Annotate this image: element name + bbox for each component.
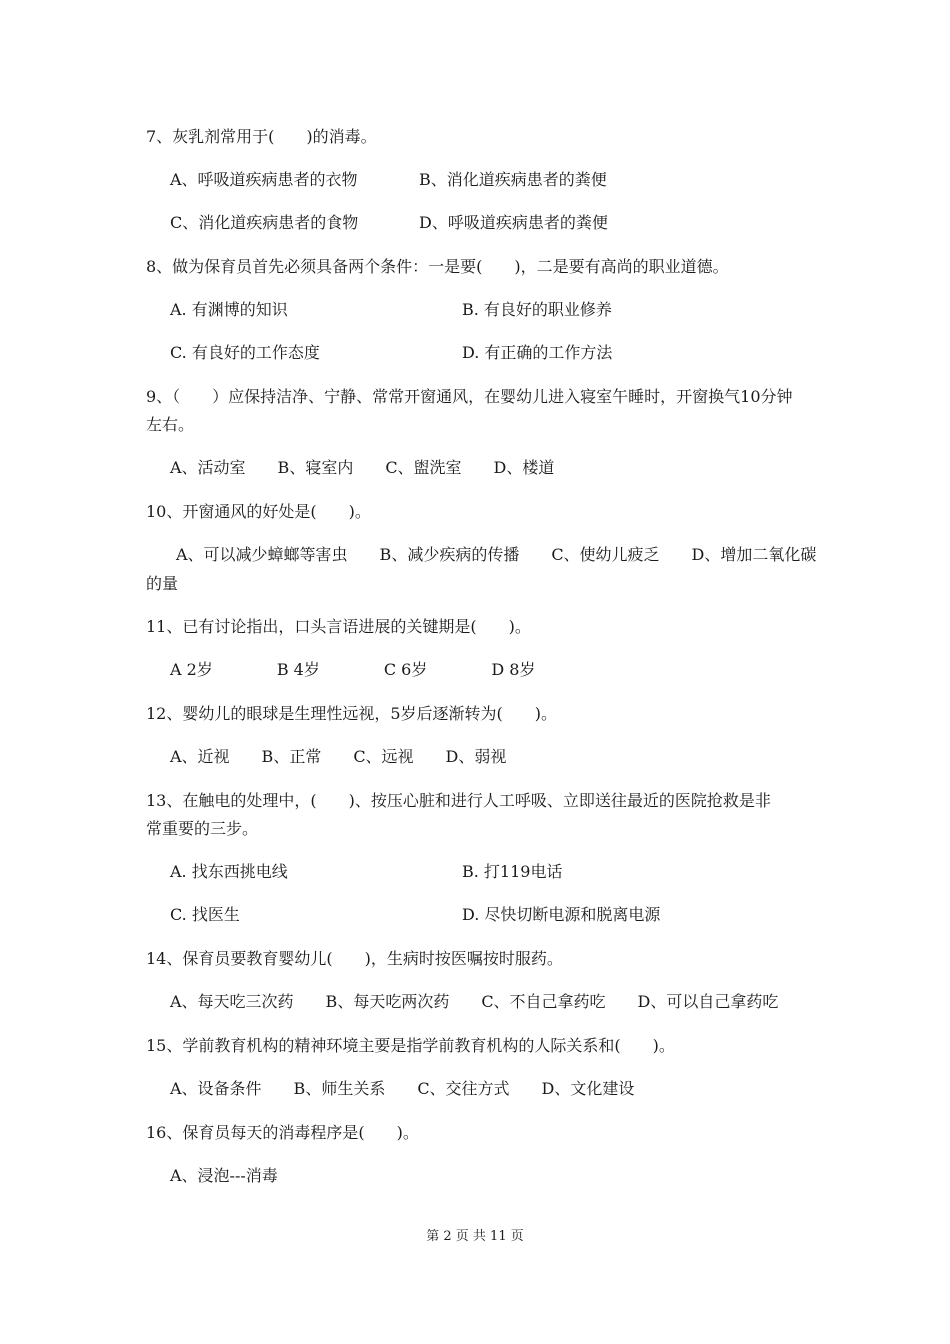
question-11: 11、已有讨论指出，口头言语进展的关键期是( )。	[146, 617, 531, 636]
options-16: A、浸泡---消毒	[170, 1166, 278, 1185]
option-8c: C. 有良好的工作态度	[170, 343, 320, 362]
options-10-continued: 的量	[146, 574, 179, 593]
question-7: 7、灰乳剂常用于( )的消毒。	[146, 127, 377, 146]
option-7c: C、消化道疾病患者的食物	[170, 213, 359, 232]
question-14: 14、保育员要教育婴幼儿( )，生病时按医嘱按时服药。	[146, 949, 563, 968]
options-9: A、活动室 B、寝室内 C、盥洗室 D、楼道	[170, 458, 555, 477]
question-13-continued: 常重要的三步。	[146, 819, 259, 838]
question-10: 10、开窗通风的好处是( )。	[146, 502, 371, 521]
option-7b: B、消化道疾病患者的粪便	[419, 170, 607, 189]
options-11: A 2岁 B 4岁 C 6岁 D 8岁	[170, 660, 536, 679]
options-10: A、可以减少蟑螂等害虫 B、减少疾病的传播 C、使幼儿疲乏 D、增加二氧化碳	[176, 545, 817, 564]
option-8b: B. 有良好的职业修养	[462, 300, 612, 319]
question-15: 15、学前教育机构的精神环境主要是指学前教育机构的人际关系和( )。	[146, 1036, 675, 1055]
question-16: 16、保育员每天的消毒程序是( )。	[146, 1123, 419, 1142]
options-14: A、每天吃三次药 B、每天吃两次药 C、不自己拿药吃 D、可以自己拿药吃	[170, 992, 779, 1011]
options-15: A、设备条件 B、师生关系 C、交往方式 D、文化建设	[170, 1079, 635, 1098]
option-7a: A、呼吸道疾病患者的衣物	[170, 170, 358, 189]
option-13b: B. 打119电话	[462, 862, 563, 881]
option-13a: A. 找东西挑电线	[170, 862, 288, 881]
question-13: 13、在触电的处理中，( )、按压心脏和进行人工呼吸、立即送往最近的医院抢救是非	[146, 791, 771, 810]
option-13d: D. 尽快切断电源和脱离电源	[462, 905, 661, 924]
options-12: A、近视 B、正常 C、远视 D、弱视	[170, 747, 507, 766]
option-13c: C. 找医生	[170, 905, 240, 924]
option-8d: D. 有正确的工作方法	[462, 343, 613, 362]
question-8: 8、做为保育员首先必须具备两个条件：一是要( )，二是要有高尚的职业道德。	[146, 257, 729, 276]
question-9: 9、（ ）应保持洁净、宁静、常常开窗通风，在婴幼儿进入寝室午睡时，开窗换气10分钟	[146, 387, 793, 406]
question-9-continued: 左右。	[146, 415, 195, 434]
option-8a: A. 有渊博的知识	[170, 300, 288, 319]
option-7d: D、呼吸道疾病患者的粪便	[419, 213, 608, 232]
page-footer: 第 2 页 共 11 页	[426, 1229, 524, 1244]
question-12: 12、婴幼儿的眼球是生理性远视，5岁后逐渐转为( )。	[146, 704, 558, 723]
